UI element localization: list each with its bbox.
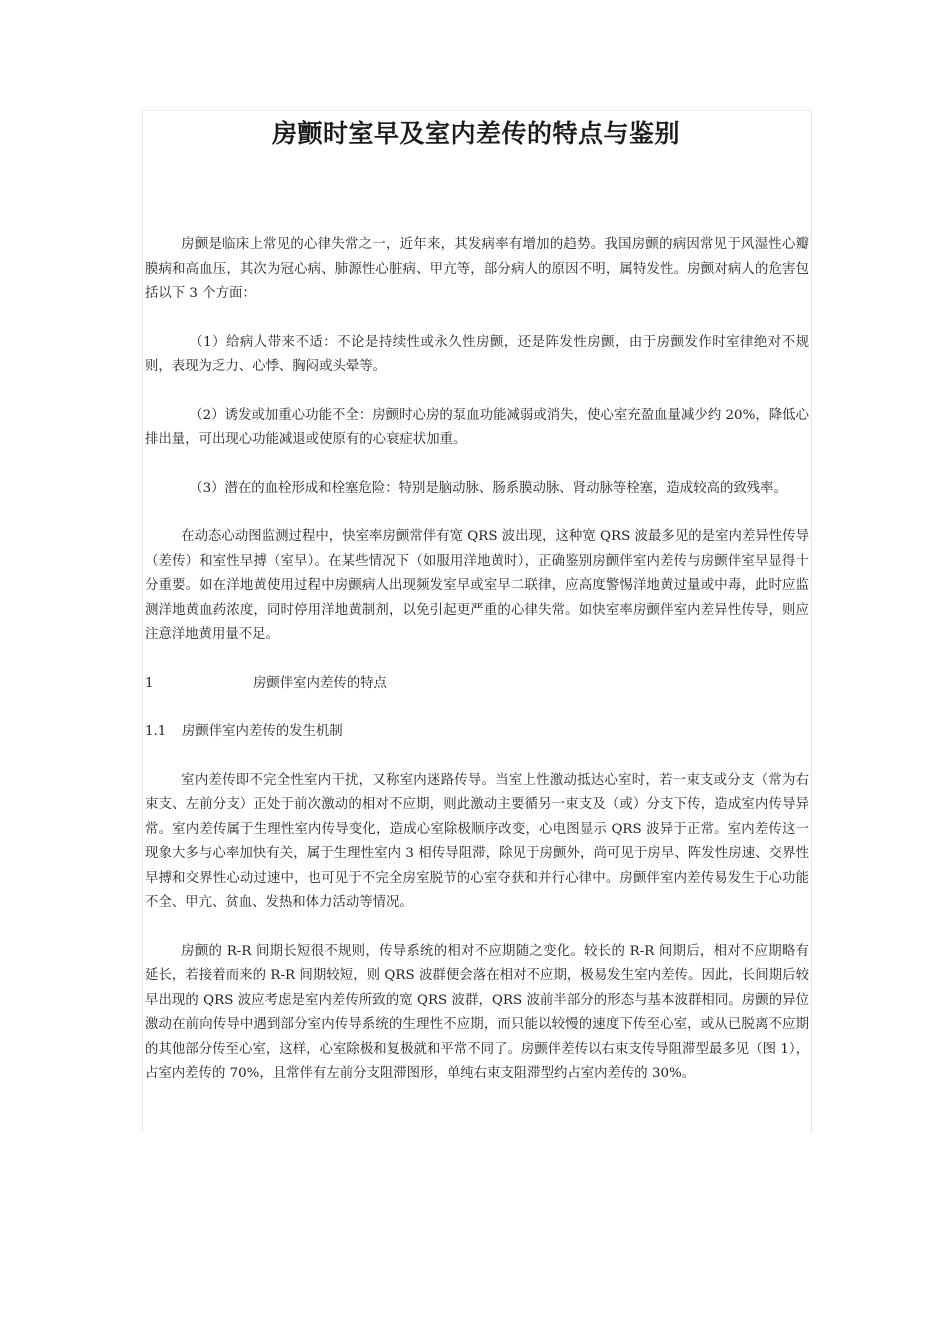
list-item-heart-function: （2）诱发或加重心功能不全：房颤时心房的泵血功能减弱或消失，使心室充盈血量减少约 20%，降低心排出量，可出现心功能减退或使原有的心衰症状加重。 xyxy=(145,407,809,447)
rr-interval-paragraph: 房颤的 R-R 间期长短很不规则，传导系统的相对不应期随之变化。较长的 R-R 间期后，相对不应期略有延长，若接着而来的 R-R 间期较短，则 QRS 波群便会落在相对不应期，极易发生室内差传。因此，长间期后较早出现的 QRS 波应考虑是室内差传所致的宽 QRS 波群，QRS 波前半部分的形态与基本波群相同。房颤的异位激动在前向传导中遇到部分室内传导系统的生理性不应期，而只能以较慢的速度下传至心室，或从已脱离不应期的其他部分传至心室，这样，心室除极和复极就和平常不同了。房颤伴差传以右束支传导阻滞型最多见（图 1），占室内差传的 70%，且常伴有左前分支阻滞图形，单纯右束支阻滞型约占室内差传的 30%。 xyxy=(145,943,809,1081)
mechanism-paragraph: 室内差传即不完全性室内干扰，又称室内迷路传导。当室上性激动抵达心室时，若一束支或分支（常为右束支、左前分支）正处于前次激动的相对不应期，则此激动主要循另一束支及（或）分支下传，造成室内传导异常。室内差传属于生理性室内传导变化，造成心室除极顺序改变，心电图显示 QRS 波异于正常。室内差传这一现象大多与心率加快有关，属于生理性室内 3 相传导阻滞，除见于房颤外，尚可见于房早、阵发性房速、交界性早搏和交界性心动过速中，也可见于不完全房室脱节的心室夺获和并行心律中。房颤伴室内差传易发生于心功能不全、甲亢、贫血、发热和体力活动等情况。 xyxy=(145,772,809,910)
section-title: 房颤伴室内差传的特点 xyxy=(253,675,387,691)
subsection-number: 1.1 xyxy=(145,724,167,739)
intro-paragraph: 房颤是临床上常见的心律失常之一，近年来，其发病率有增加的趋势。我国房颤的病因常见于风湿性心瓣膜病和高血压，其次为冠心病、肺源性心脏病、甲亢等，部分病人的原因不明，属特发性。房颤对病人的危害包括以下 3 个方面： xyxy=(145,237,809,301)
list-item-discomfort: （1）给病人带来不适：不论是持续性或永久性房颤，还是阵发性房颤，由于房颤发作时室律绝对不规则，表现为乏力、心悸、胸闷或头晕等。 xyxy=(145,334,809,374)
section-heading-1 xyxy=(145,672,809,697)
monitoring-paragraph: 在动态心动图监测过程中，快室率房颤常伴有宽 QRS 波出现，这种宽 QRS 波最多见的是室内差异性传导（差传）和室性早搏（室早）。在某些情况下（如服用洋地黄时），正确鉴别房颤伴室内差传与房颤伴室早显得十分重要。如在洋地黄使用过程中房颤病人出现频发室早或室早二联律，应高度警惕洋地黄过量或中毒，此时应监测洋地黄血药浓度，同时停用洋地黄制剂，以免引起更严重的心律失常。如快室率房颤伴室内差异性传导，则应注意洋地黄用量不足。 xyxy=(145,529,809,642)
document-title: 房颤时室早及室内差传的特点与鉴别 xyxy=(271,119,680,148)
section-heading-1-1 xyxy=(145,720,809,745)
subsection-title: 房颤伴室内差传的发生机制 xyxy=(182,724,343,739)
document-body xyxy=(145,233,809,1111)
list-item-thrombosis: （3）潜在的血栓形成和栓塞危险：特别是脑动脉、肠系膜动脉、肾动脉等栓塞，造成较高的致残率。 xyxy=(189,480,787,496)
section-number: 1 xyxy=(145,675,154,691)
